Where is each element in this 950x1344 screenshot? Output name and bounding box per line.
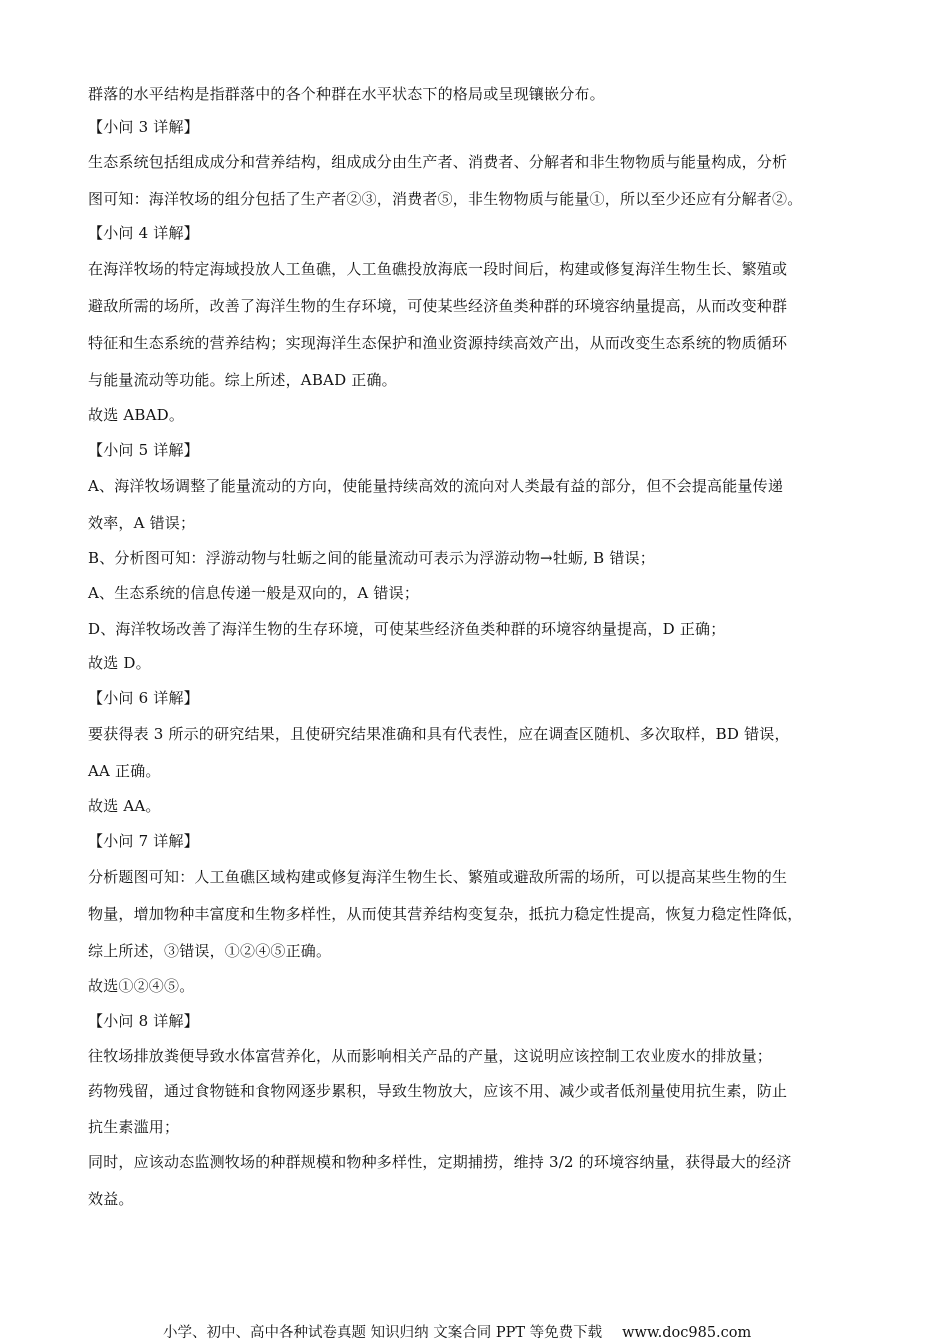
page-footer <box>163 1323 751 1343</box>
text-line: A、生态系统的信息传递一般是双向的，A 错误； <box>88 584 420 602</box>
text-line: 故选①②④⑤。 <box>88 977 195 995</box>
text-line: 与能量流动等功能。综上所述，ABAD 正确。 <box>88 371 397 389</box>
text-line: 效率，A 错误； <box>88 514 196 532</box>
section-heading: 【小问 6 详解】 <box>88 689 199 707</box>
text-line: 同时，应该动态监测牧场的种群规模和物种多样性，定期捕捞，维持 3/2 的环境容纳量，获得最大的经济 <box>88 1153 792 1171</box>
section-heading: 【小问 8 详解】 <box>88 1012 199 1030</box>
text-line: 效益。 <box>88 1190 134 1208</box>
text-line: 图可知：海洋牧场的组分包括了生产者②③，消费者⑤，非生物物质与能量①，所以至少还应有分解者②。 <box>88 190 803 208</box>
text-line: 综上所述，③错误，①②④⑤正确。 <box>88 942 332 960</box>
section-heading: 【小问 7 详解】 <box>88 832 199 850</box>
text-line: 特征和生态系统的营养结构；实现海洋生态保护和渔业资源持续高效产出，从而改变生态系统的物质循环 <box>88 334 788 352</box>
section-heading: 【小问 3 详解】 <box>88 118 199 136</box>
text-line: A、海洋牧场调整了能量流动的方向，使能量持续高效的流向对人类最有益的部分，但不会提高能量传递 <box>88 477 784 495</box>
text-line: 分析题图可知：人工鱼礁区域构建或修复海洋生物生长、繁殖或避敌所需的场所，可以提高某些生物的生 <box>88 868 788 886</box>
section-heading: 【小问 5 详解】 <box>88 441 199 459</box>
text-line: 群落的水平结构是指群落中的各个种群在水平状态下的格局或呈现镶嵌分布。 <box>88 85 605 103</box>
text-line: D、海洋牧场改善了海洋生物的生存环境，可使某些经济鱼类种群的环境容纳量提高，D 正确； <box>88 620 726 638</box>
text-line: 避敌所需的场所，改善了海洋生物的生存环境，可使某些经济鱼类种群的环境容纳量提高，从而改变种群 <box>88 297 788 315</box>
text-line: 故选 D。 <box>88 654 151 672</box>
footer-site-link[interactable]: www.doc985.com <box>622 1325 752 1341</box>
text-line: 抗生素滥用； <box>88 1118 180 1136</box>
text-line: 故选 AA。 <box>88 797 161 815</box>
section-heading: 【小问 4 详解】 <box>88 224 199 242</box>
text-line: 药物残留，通过食物链和食物网逐步累积，导致生物放大，应该不用、减少或者低剂量使用抗生素，防止 <box>88 1082 788 1100</box>
footer-text: 小学、初中、高中各种试卷真题 知识归纳 文案合同 PPT 等免费下载 <box>163 1325 603 1341</box>
text-line: 要获得表 3 所示的研究结果，且使研究结果准确和具有代表性，应在调查区随机、多次取样，BD 错误， <box>88 725 790 743</box>
text-line: B、分析图可知：浮游动物与牡蛎之间的能量流动可表示为浮游动物→牡蛎, B 错误； <box>88 549 655 567</box>
text-line: 生态系统包括组成成分和营养结构，组成成分由生产者、消费者、分解者和非生物物质与能量构成，分析 <box>88 153 788 171</box>
text-line: 物量，增加物种丰富度和生物多样性，从而使其营养结构变复杂，抵抗力稳定性提高，恢复力稳定性降低， <box>88 905 803 923</box>
text-line: AA 正确。 <box>88 762 161 780</box>
text-line: 往牧场排放粪便导致水体富营养化，从而影响相关产品的产量，这说明应该控制工农业废水的排放量； <box>88 1047 773 1065</box>
text-line: 故选 ABAD。 <box>88 406 185 424</box>
text-line: 在海洋牧场的特定海域投放人工鱼礁，人工鱼礁投放海底一段时间后，构建或修复海洋生物生长、繁殖或 <box>88 260 788 278</box>
